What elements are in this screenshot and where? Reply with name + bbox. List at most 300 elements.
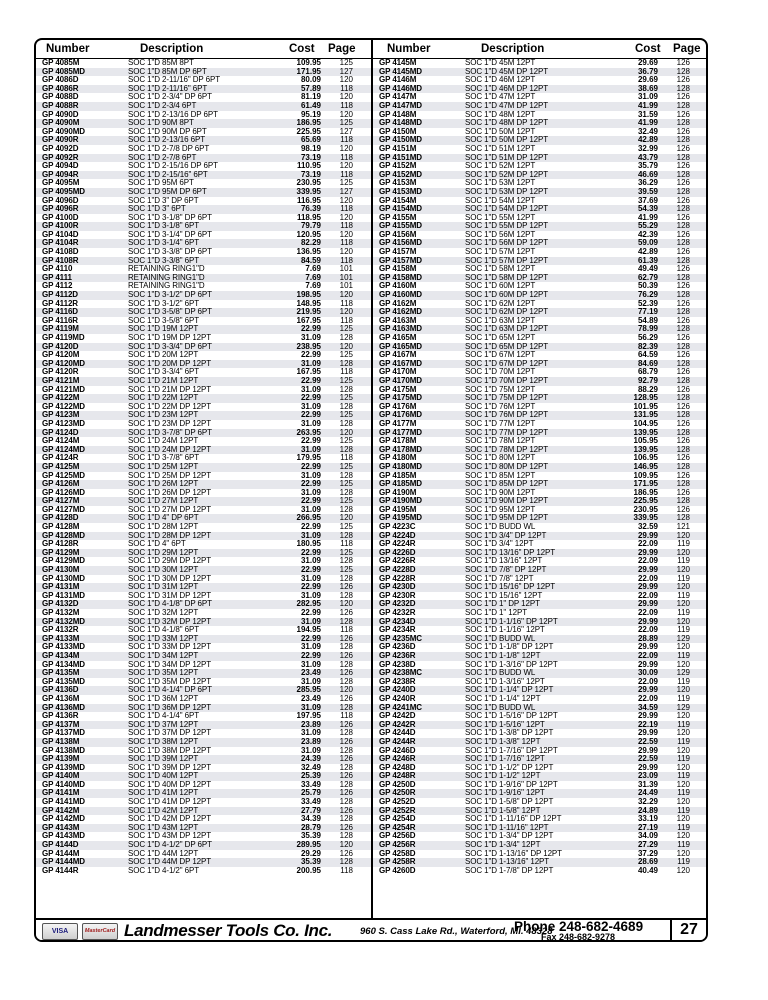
page: 121 — [676, 522, 690, 532]
description: SOC 1"D 60M DP 12PT — [465, 290, 549, 300]
description: SOC 1"D 25M 12PT — [128, 461, 199, 471]
part-number: GP 4190MD — [379, 496, 422, 506]
cost: 22.99 — [300, 375, 321, 385]
page: 120 — [339, 290, 353, 300]
part-number: GP 4254D — [379, 814, 416, 824]
description: SOC 1"D 25M DP 12PT — [128, 470, 212, 480]
description: SOC 1"D 3-3/8" 6PT — [128, 255, 200, 265]
part-number: GP 4135M — [42, 668, 80, 678]
part-number: GP 4096D — [42, 195, 79, 205]
cost: 61.39 — [637, 255, 658, 265]
part-number: GP 4150MD — [379, 135, 422, 145]
cost: 136.95 — [296, 247, 321, 257]
description: SOC 1"D 3-3/4" 6PT — [128, 367, 200, 377]
description: SOC 1"D 90M 12PT — [465, 487, 536, 497]
page: 118 — [340, 221, 353, 231]
part-number: GP 4167MD — [379, 358, 422, 368]
part-number: GP 4116D — [42, 307, 78, 317]
page: 119 — [677, 539, 690, 549]
page: 119 — [677, 676, 690, 686]
description: SOC 1"D 2-3/4" DP 6PT — [128, 92, 212, 102]
part-number: GP 4240R — [379, 693, 416, 703]
cost: 25.79 — [300, 788, 321, 798]
part-number: GP 4085MD — [42, 66, 85, 76]
part-number: GP 4256R — [379, 840, 416, 850]
page: 118 — [340, 169, 353, 179]
page: 128 — [339, 358, 353, 368]
description: SOC 1"D 3/4" 12PT — [465, 539, 534, 549]
part-number: GP 4104D — [42, 229, 79, 239]
page: 120 — [676, 616, 690, 626]
cost: 22.09 — [637, 556, 658, 566]
page: 120 — [339, 195, 353, 205]
cost: 29.99 — [637, 659, 658, 669]
part-number: GP 4086D — [42, 75, 79, 85]
page-header: Page — [328, 43, 356, 55]
description: SOC 1"D 62M 12PT — [465, 298, 536, 308]
cost: 31.39 — [637, 779, 658, 789]
page: 128 — [676, 100, 690, 110]
page: 128 — [339, 831, 353, 841]
cost: 52.39 — [637, 298, 658, 308]
page: 128 — [676, 204, 690, 214]
cost: 22.99 — [300, 633, 321, 643]
page: 128 — [339, 616, 353, 626]
description: SOC 1"D 2-3/4 6PT — [128, 100, 197, 110]
page: 128 — [339, 573, 353, 583]
cost: 186.95 — [296, 118, 321, 128]
cost: 28.89 — [637, 633, 658, 643]
description: SOC 1"D 2-7/8 DP 6PT — [128, 143, 210, 153]
cost: 200.95 — [296, 865, 321, 875]
cost: 81.19 — [300, 92, 321, 102]
part-number: GP 4162M — [379, 298, 417, 308]
description: SOC 1"D 80M DP 12PT — [465, 461, 549, 471]
page: 128 — [676, 444, 690, 454]
page: 128 — [676, 83, 690, 93]
part-number: GP 4244R — [379, 736, 416, 746]
cost: 41.99 — [637, 118, 658, 128]
page: 128 — [339, 418, 353, 428]
part-number: GP 4238MC — [379, 668, 422, 678]
cost: 59.09 — [637, 238, 658, 248]
page: 120 — [339, 75, 353, 85]
page: 126 — [676, 109, 690, 119]
page: 126 — [339, 822, 353, 832]
page: 119 — [677, 556, 690, 566]
page: 120 — [676, 565, 690, 575]
page: 128 — [339, 857, 353, 867]
part-number: GP 4116R — [42, 315, 78, 325]
description: SOC 1"D 22M DP 12PT — [128, 401, 212, 411]
cost: 95.19 — [300, 109, 321, 119]
cost: 82.29 — [300, 238, 321, 248]
part-number: GP 4177M — [379, 418, 417, 428]
description: SOC 1"D 1-9/16" DP 12PT — [465, 779, 558, 789]
cost: 146.95 — [633, 461, 658, 471]
cost: 37.29 — [637, 848, 658, 858]
cost: 61.49 — [300, 100, 321, 110]
cost: 41.99 — [637, 100, 658, 110]
page: 120 — [339, 513, 353, 523]
cost: 31.09 — [300, 728, 321, 738]
page: 128 — [676, 410, 690, 420]
part-number: GP 4119MD — [42, 333, 85, 342]
right-header-row — [373, 40, 708, 59]
page: 128 — [339, 659, 353, 669]
page: 126 — [676, 92, 690, 102]
description: SOC 1"D 31M DP 12PT — [128, 590, 212, 600]
cost: 35.39 — [300, 831, 321, 841]
page: 126 — [676, 161, 690, 171]
cost: 22.09 — [637, 693, 658, 703]
part-number: GP 4180MD — [379, 461, 422, 471]
phone-number: Phone 248-682-4689 — [514, 919, 644, 934]
cost: 22.99 — [300, 608, 321, 617]
part-number: GP 4155M — [379, 212, 417, 222]
page: 125 — [339, 496, 353, 506]
payment-cards — [42, 923, 118, 940]
page: 129 — [676, 633, 690, 643]
description: SOC 1"D 45M 12PT — [465, 58, 536, 67]
cost: 171.95 — [633, 479, 658, 489]
description: SOC 1"D 50M 12PT — [465, 126, 536, 136]
description: SOC 1"D 4-1/2" DP 6PT — [128, 840, 212, 850]
part-number: GP 4140MD — [42, 779, 85, 789]
cost: 36.29 — [637, 178, 658, 188]
page: 128 — [339, 401, 353, 411]
part-number: GP 4250D — [379, 779, 416, 789]
description: SOC 1"D 95M 12PT — [465, 504, 536, 514]
part-number: GP 4131MD — [42, 590, 85, 600]
part-number: GP 4248R — [379, 771, 416, 781]
cost: 80.09 — [300, 75, 321, 85]
description: SOC 1"D 1-13/16" 12PT — [465, 857, 550, 867]
cost: 54.39 — [637, 204, 658, 214]
part-number: GP 4085M — [42, 58, 80, 67]
page: 128 — [676, 393, 690, 403]
description: SOC 1"D 37M DP 12PT — [128, 728, 212, 738]
part-number: GP 4152M — [379, 161, 417, 171]
description: SOC 1"D 1-7/16" 12PT — [465, 754, 545, 764]
page: 120 — [339, 427, 353, 437]
page: 120 — [339, 212, 353, 222]
part-number: GP 4096R — [42, 204, 79, 214]
description: SOC 1"D 67M 12PT — [465, 350, 536, 360]
part-number: GP 4090D — [42, 109, 79, 119]
page: 125 — [339, 547, 353, 557]
description: SOC 1"D 1-3/8" 12PT — [465, 736, 541, 746]
cost: 76.39 — [300, 204, 321, 214]
part-number: GP 4178MD — [379, 444, 422, 454]
page: 126 — [676, 75, 690, 85]
part-number: GP 4137M — [42, 719, 80, 729]
description: SOC 1"D 3-1/4" DP 6PT — [128, 229, 212, 239]
description: SOC 1"D 34M DP 12PT — [128, 659, 212, 669]
page: 101 — [339, 264, 353, 274]
part-number: GP 4128M — [42, 522, 80, 532]
page: 120 — [339, 247, 353, 257]
cost: 42.39 — [637, 229, 658, 239]
part-number: GP 4151MD — [379, 152, 422, 162]
page: 128 — [339, 487, 353, 497]
page: 128 — [676, 479, 690, 489]
part-number: GP 4110 — [42, 264, 73, 274]
page: 120 — [339, 109, 353, 119]
description: SOC 1"D 53M 12PT — [465, 178, 536, 188]
cost: 266.95 — [296, 513, 321, 523]
page: 120 — [339, 229, 353, 239]
description: SOC 1"D 1-11/16" 12PT — [465, 822, 549, 832]
description: SOC 1"D 50M DP 12PT — [465, 135, 549, 145]
description: SOC 1"D 55M DP 12PT — [465, 221, 549, 231]
page: 128 — [339, 814, 353, 824]
cost: 30.09 — [637, 668, 658, 678]
description: SOC 1"D 80M 12PT — [465, 453, 536, 463]
page: 128 — [676, 186, 690, 196]
part-number: GP 4126M — [42, 479, 80, 489]
page: 118 — [340, 453, 353, 463]
part-number: GP 4132M — [42, 608, 80, 617]
page: 126 — [676, 212, 690, 222]
part-number: GP 4230R — [379, 590, 416, 600]
description: SOC 1"D 47M DP 12PT — [465, 100, 549, 110]
part-number: GP 4248D — [379, 762, 416, 772]
description: SOC 1"D 20M 12PT — [128, 350, 199, 360]
cost: 139.95 — [633, 427, 658, 437]
description: SOC 1"D 43M 12PT — [128, 822, 199, 832]
part-number: GP 4154MD — [379, 204, 422, 214]
cost: 38.69 — [637, 83, 658, 93]
page: 120 — [676, 865, 690, 875]
page: 118 — [340, 135, 353, 145]
cost: 31.09 — [300, 487, 321, 497]
cost: 29.99 — [637, 565, 658, 575]
description: SOC 1"D 3-1/8" 6PT — [128, 221, 200, 231]
page: 129 — [676, 668, 690, 678]
part-number: GP 4124R — [42, 453, 79, 463]
page: 120 — [676, 848, 690, 858]
part-number: GP 4133MD — [42, 642, 85, 652]
cost: 24.39 — [300, 754, 321, 764]
part-number: GP 4252D — [379, 797, 416, 807]
cost: 24.49 — [637, 788, 658, 798]
page: 126 — [676, 367, 690, 377]
description: SOC 1"D 19M DP 12PT — [128, 333, 212, 342]
part-number: GP 4242R — [379, 719, 416, 729]
description: SOC 1"D 78M DP 12PT — [465, 444, 549, 454]
cost: 197.95 — [296, 711, 321, 721]
description: SOC 1"D 39M 12PT — [128, 754, 199, 764]
cost: 285.95 — [296, 685, 321, 695]
page: 126 — [676, 247, 690, 257]
description: SOC 1"D 54M DP 12PT — [465, 204, 549, 214]
cost: 76.29 — [637, 290, 658, 300]
cost: 56.29 — [637, 333, 658, 342]
page: 128 — [676, 496, 690, 506]
part-number: GP 4260D — [379, 865, 416, 875]
page: 126 — [339, 608, 353, 617]
description: SOC 1"D 21M 12PT — [128, 375, 199, 385]
part-number: GP 4232D — [379, 599, 416, 609]
cost: 230.95 — [633, 504, 658, 514]
cost: 23.09 — [637, 771, 658, 781]
page: 118 — [340, 865, 353, 875]
cost: 7.69 — [305, 272, 321, 282]
cost: 22.99 — [300, 410, 321, 420]
part-number: GP 4170MD — [379, 375, 422, 385]
description: SOC 1"D 85M DP 6PT — [128, 66, 207, 76]
description: SOC 1"D 3-7/8" 6PT — [128, 453, 200, 463]
description: SOC 1"D 1-1/2" 12PT — [465, 771, 541, 781]
description: SOC 1"D 85M 12PT — [465, 470, 536, 480]
part-number: GP 4126MD — [42, 487, 85, 497]
cost: 22.09 — [637, 573, 658, 583]
cost: 54.89 — [637, 315, 658, 325]
description: SOC 1"D 65M 12PT — [465, 333, 536, 342]
cost: 180.95 — [296, 539, 321, 549]
cost: 31.09 — [300, 642, 321, 652]
page-number: 27 — [670, 918, 706, 942]
part-number: GP 4124M — [42, 436, 80, 446]
page: 126 — [339, 668, 353, 678]
page: 118 — [340, 367, 353, 377]
description: SOC 1"D 70M 12PT — [465, 367, 536, 377]
part-number: GP 4141MD — [42, 797, 85, 807]
page: 128 — [676, 255, 690, 265]
part-number: GP 4128MD — [42, 530, 85, 540]
part-number: GP 4095M — [42, 178, 80, 188]
part-number: GP 4137MD — [42, 728, 85, 738]
page: 120 — [339, 599, 353, 609]
cost: 29.99 — [637, 745, 658, 755]
cost: 171.95 — [296, 66, 321, 76]
page: 128 — [339, 745, 353, 755]
description: SOC 1"D 39M DP 12PT — [128, 762, 212, 772]
cost: 92.79 — [637, 375, 658, 385]
part-number: GP 4176M — [379, 401, 417, 411]
table-row — [36, 867, 371, 876]
page: 128 — [676, 66, 690, 76]
cost: 78.99 — [637, 324, 658, 334]
catalog-frame — [34, 38, 708, 942]
cost: 7.69 — [305, 264, 321, 274]
part-number: GP 4150M — [379, 126, 417, 136]
cost: 50.39 — [637, 281, 658, 291]
cost: 7.69 — [305, 281, 321, 291]
cost: 32.49 — [300, 762, 321, 772]
description: SOC 1"D 76M 12PT — [465, 401, 536, 411]
mastercard-icon: MasterCard — [82, 923, 118, 940]
part-number: GP 4086R — [42, 83, 79, 93]
description: SOC 1"D 22M 12PT — [128, 393, 199, 403]
part-number: GP 4226R — [379, 556, 416, 566]
page: 118 — [340, 711, 353, 721]
page: 118 — [340, 152, 353, 162]
page: 120 — [676, 797, 690, 807]
description: SOC 1"D 3-1/2" 6PT — [128, 298, 200, 308]
part-number: GP 4128R — [42, 539, 79, 549]
part-number: GP 4095MD — [42, 186, 85, 196]
description: SOC 1"D 46M 12PT — [465, 75, 536, 85]
cost: 31.09 — [300, 556, 321, 566]
description: SOC 1"D 4-1/4" 6PT — [128, 711, 200, 721]
page: 126 — [676, 264, 690, 274]
part-number: GP 4141M — [42, 788, 80, 798]
description: SOC 1"D 3-7/8" DP 6PT — [128, 427, 212, 437]
page: 120 — [676, 728, 690, 738]
description: SOC 1"D 1-7/8" DP 12PT — [465, 865, 554, 875]
page: 118 — [340, 315, 353, 325]
footer — [36, 918, 706, 942]
table-row — [373, 867, 708, 876]
cost: 22.09 — [637, 650, 658, 660]
part-number: GP 4238D — [379, 659, 416, 669]
page: 126 — [676, 333, 690, 342]
part-number: GP 4139MD — [42, 762, 85, 772]
page: 128 — [339, 530, 353, 540]
part-number: GP 4153M — [379, 178, 417, 188]
part-number: GP 4090MD — [42, 126, 85, 136]
description: SOC 1"D 3/4" DP 12PT — [465, 530, 547, 540]
page: 128 — [676, 135, 690, 145]
description: SOC 1"D 55M 12PT — [465, 212, 536, 222]
cost: 43.79 — [637, 152, 658, 162]
cost: 289.95 — [296, 840, 321, 850]
description: SOC 1"D 1-9/16" 12PT — [465, 788, 545, 798]
cost: 22.09 — [637, 590, 658, 600]
cost: 31.09 — [300, 659, 321, 669]
page: 128 — [676, 375, 690, 385]
description: SOC 1"D 1-5/16" 12PT — [465, 719, 545, 729]
description: SOC 1"D 1-5/8" 12PT — [465, 805, 541, 815]
number-header: Number — [46, 43, 90, 55]
cost: 25.39 — [300, 771, 321, 781]
cost: 34.39 — [300, 814, 321, 824]
cost: 31.09 — [300, 676, 321, 686]
page: 118 — [340, 238, 353, 248]
part-number: GP 4163MD — [379, 324, 422, 334]
cost: 29.99 — [637, 530, 658, 540]
page: 120 — [676, 599, 690, 609]
part-number: GP 4108D — [42, 247, 79, 257]
cost: 105.95 — [633, 436, 658, 446]
cost: 49.49 — [637, 264, 658, 274]
page: 126 — [676, 504, 690, 514]
description: SOC 1"D 63M 12PT — [465, 315, 536, 325]
page: 125 — [339, 118, 353, 128]
description: SOC 1"D 15/16" DP 12PT — [465, 582, 556, 592]
part-number: GP 4136MD — [42, 702, 85, 712]
part-number: GP 4156MD — [379, 238, 422, 248]
cost: 22.09 — [637, 625, 658, 635]
part-number: GP 4185M — [379, 470, 417, 480]
description: SOC 1"D 52M 12PT — [465, 161, 536, 171]
cost: 31.09 — [300, 530, 321, 540]
cost: 198.95 — [296, 290, 321, 300]
page: 128 — [339, 702, 353, 712]
page: 126 — [676, 195, 690, 205]
part-number: GP 4136D — [42, 685, 79, 695]
description: SOC 1"D 62M DP 12PT — [465, 307, 549, 317]
cost: 225.95 — [296, 126, 321, 136]
cost: 28.69 — [637, 857, 658, 867]
cost: 219.95 — [296, 307, 321, 317]
description: SOC 1"D 40M 12PT — [128, 771, 199, 781]
part-number: GP 4147M — [379, 92, 417, 102]
page: 119 — [677, 573, 690, 583]
part-number: GP 4157MD — [379, 255, 422, 265]
